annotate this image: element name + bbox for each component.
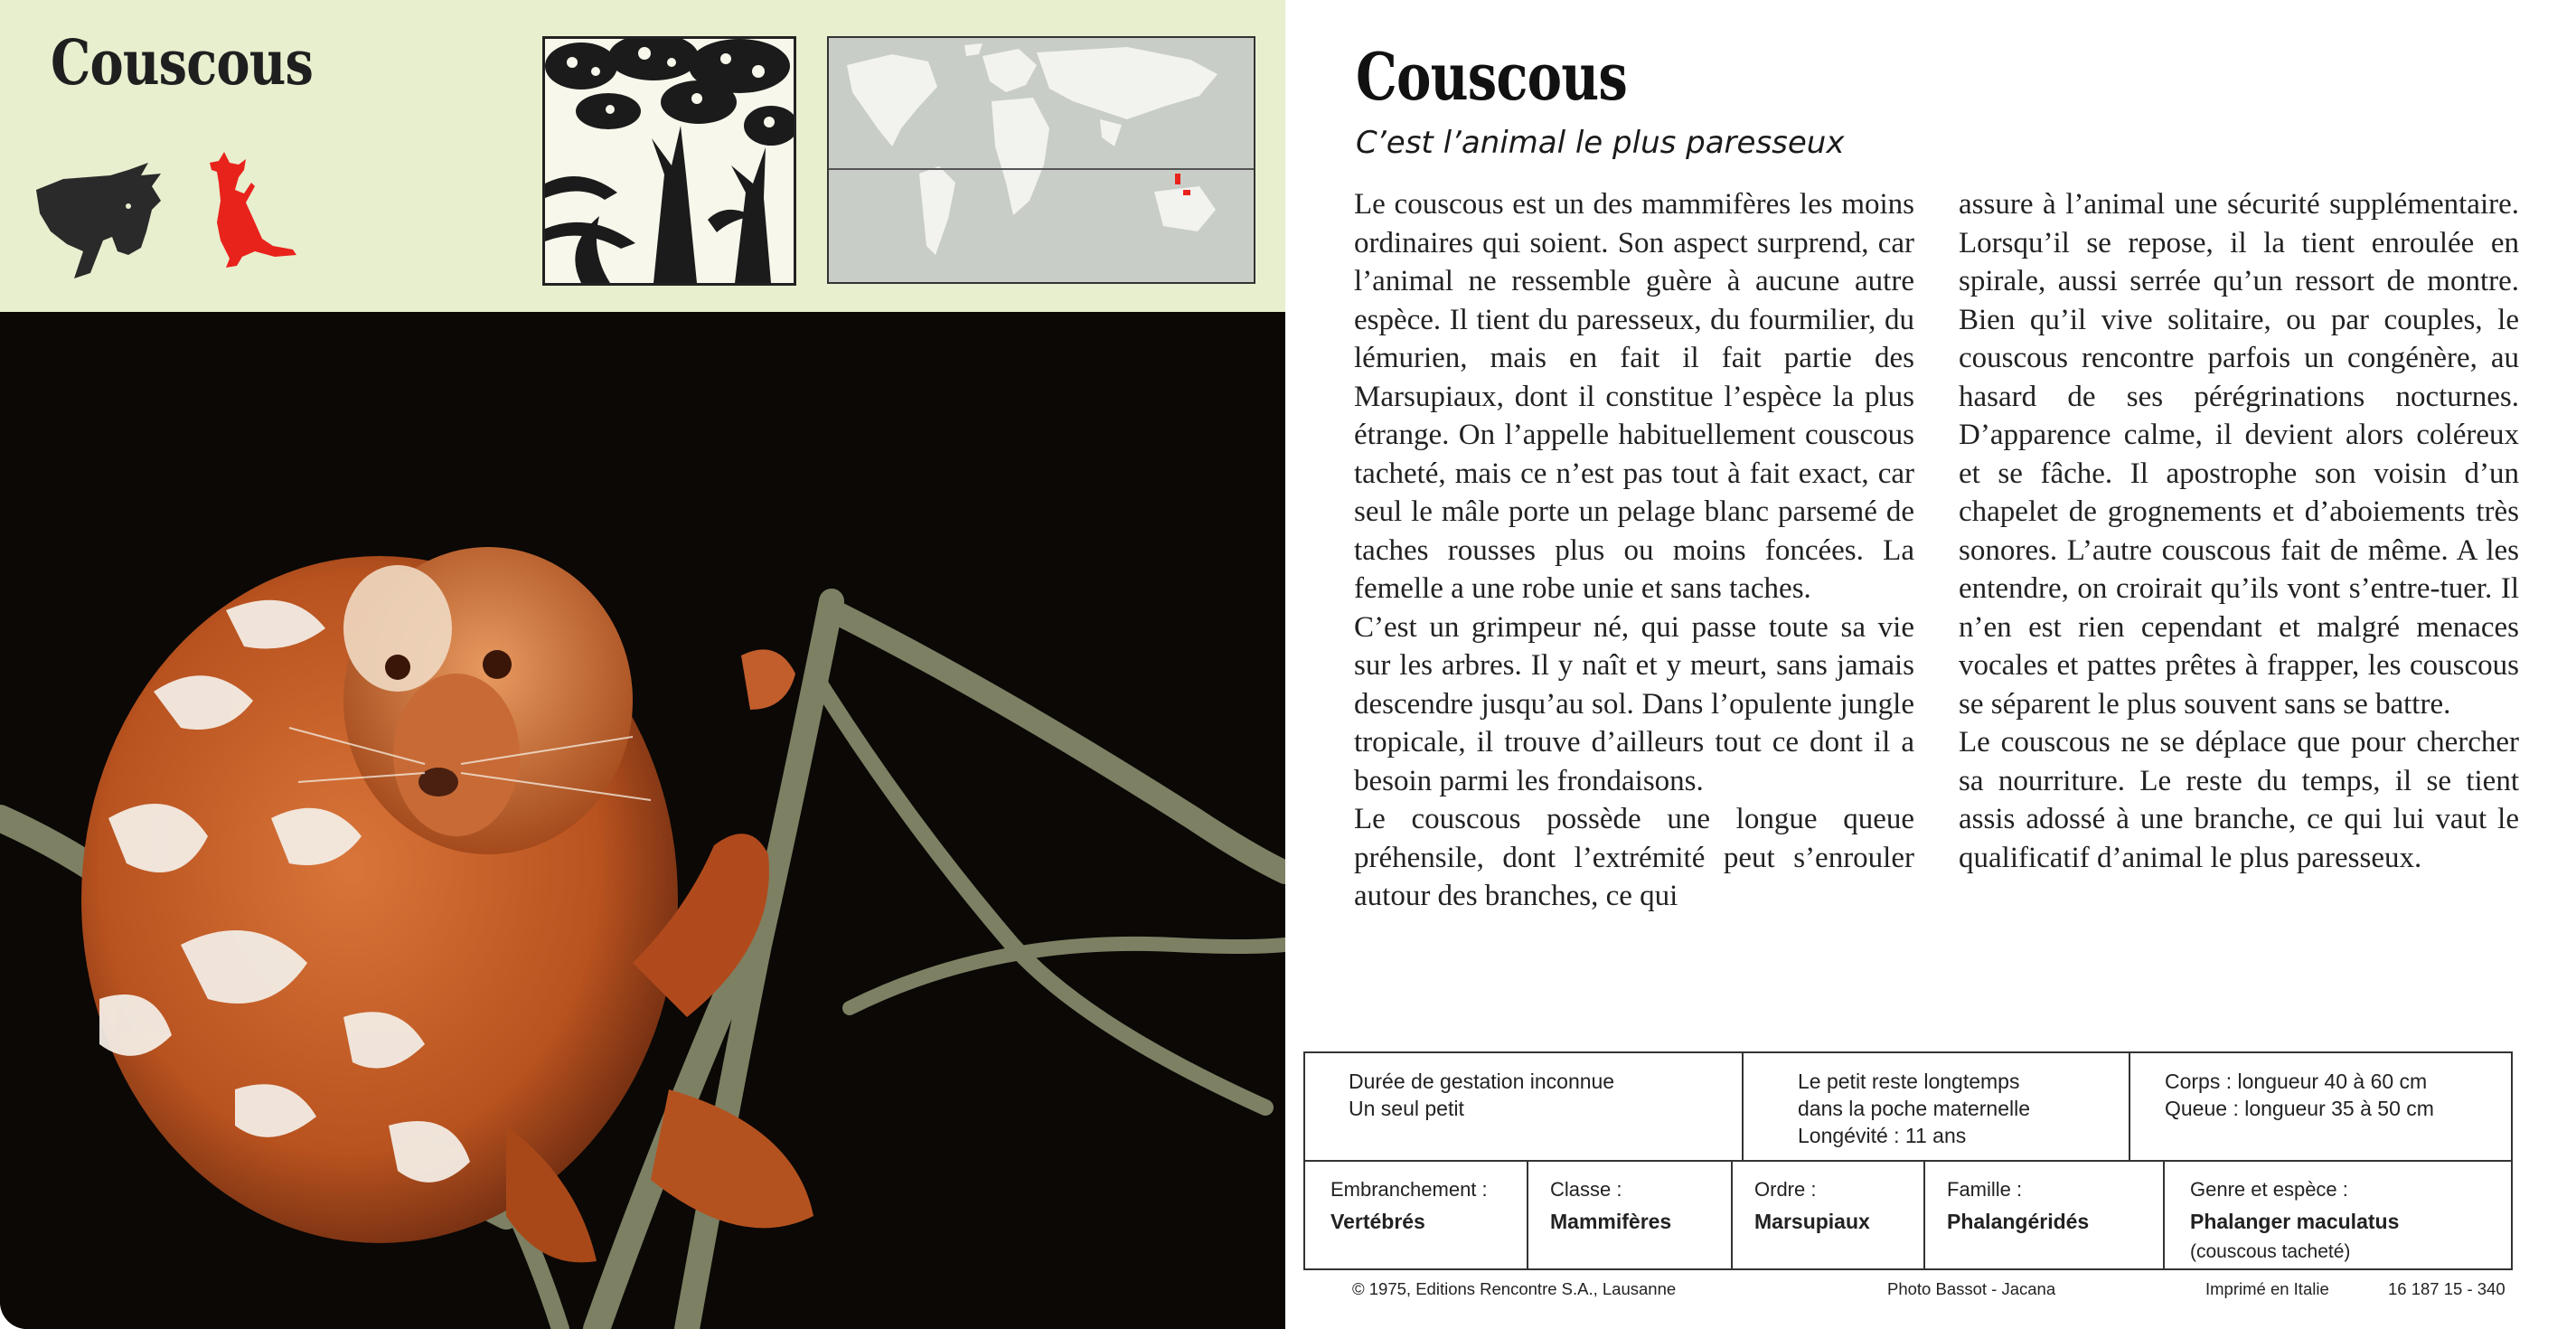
body-length-text: Corps : longueur 40 à 60 cm [2165,1070,2428,1093]
order-cell [1733,1160,1925,1268]
gestation-text: Durée de gestation inconnue [1349,1070,1615,1093]
family-value: Phalangéridés [1947,1210,2090,1233]
text-column-2 [1959,185,2519,877]
class-label: Classe : [1550,1178,1622,1201]
article-subtitle: C’est l’animal le plus paresseux [1356,125,1845,161]
species-cell [2165,1160,2515,1268]
young-text: dans la poche maternelle [1798,1097,2030,1120]
bull-icon [27,154,172,280]
article-title: Couscous [1356,38,1627,115]
family-label: Famille : [1947,1178,2023,1201]
young-cell [1744,1053,2130,1160]
phylum-value: Vertébrés [1330,1210,1425,1233]
species-value: Phalanger maculatus [2190,1210,2400,1233]
order-label: Ordre : [1754,1178,1817,1201]
card-title: Couscous [51,27,314,99]
paragraph: Le couscous ne se déplace que pour chercher sa nourriture. Le reste du temps, il se tient assis adossé à une branche, ce qui lui vaut le qualificatif d’animal le plus paresseux. [1959,726,2519,874]
printed-in: Imprimé en Italie [2205,1279,2329,1298]
text-column-1 [1354,185,1914,916]
phylum-cell [1305,1160,1528,1268]
world-map [827,36,1255,284]
order-value: Marsupiaux [1754,1210,1870,1233]
litter-text: Un seul petit [1349,1097,1464,1120]
paragraph: Le couscous possède une longue queue préhensile, dont l’extrémité peut s’enrouler autour des branches, ce qui [1354,803,1914,912]
kangaroo-icon [199,146,298,273]
class-cell [1528,1160,1733,1268]
phylum-label: Embranchement : [1330,1178,1488,1201]
photo-credit: Photo Bassot - Jacana [1887,1279,2056,1298]
front-card [0,0,1285,1329]
jungle-habitat-icon [542,36,796,286]
copyright: © 1975, Editions Rencontre S.A., Lausanne [1352,1279,1677,1298]
paragraph: assure à l’animal une sécurité supplémentaire. Lorsqu’il se repose, il la tient enroulée en spirale, aussi serrée qu’un ressort de montre. Bien qu’il vive solitaire, ou par couples, le couscous rencontre parfois un congénère, au hasard de ses pérégrinations nocturnes. D’apparence calme, il devient alors coléreux et se fâche. Il apostrophe son voisin d’un chapelet de grognements et d’aboiements très sonores. L’autre couscous fait de même. A les entendre, on croirait qu’ils vont s’entre-tuer. Il n’en est rien cependant et malgré menaces vocales et pattes prêtes à frapper, les couscous se séparent le plus souvent sans se battre. [1959,188,2519,721]
size-cell [2130,1053,2515,1160]
class-value: Mammifères [1550,1210,1672,1233]
longevity-text: Longévité : 11 ans [1798,1124,1967,1147]
facts-table [1303,1051,2513,1270]
classification-row [1305,1160,2511,1268]
common-name: (couscous tacheté) [2190,1241,2351,1262]
species-label: Genre et espèce : [2190,1178,2348,1201]
paragraph: Le couscous est un des mammifères les moins ordinaires qui soient. Son aspect surprend, car l’animal ne ressemble guère à aucune autre espèce. Il tient du paresseux, du fourmilier, du lémurien, mais en fait il fait partie des Marsupiaux, dont il constitue l’espèce la plus étrange. On l’appelle habituellement couscous tacheté, mais ce n’est pas tout à fait exact, car seul le mâle porte un pelage blanc parsemé de taches rousses plus ou moins foncées. La femelle a une robe unie et sans taches. [1354,188,1914,605]
card-code: 16 187 15 - 340 [2388,1279,2505,1298]
gestation-cell [1305,1053,1744,1160]
family-cell [1925,1160,2165,1268]
cuscus-photo [0,312,1285,1329]
paragraph: C’est un grimpeur né, qui passe toute sa vie sur les arbres. Il y naît et y meurt, sans jamais descendre jusqu’au sol. Dans l’opulente jungle tropicale, il trouve d’ailleurs tout ce dont il a besoin parmi les frondaisons. [1354,610,1914,797]
tail-length-text: Queue : longueur 35 à 50 cm [2165,1097,2434,1120]
facts-row [1305,1053,2511,1162]
young-text: Le petit reste longtemps [1798,1070,2020,1093]
